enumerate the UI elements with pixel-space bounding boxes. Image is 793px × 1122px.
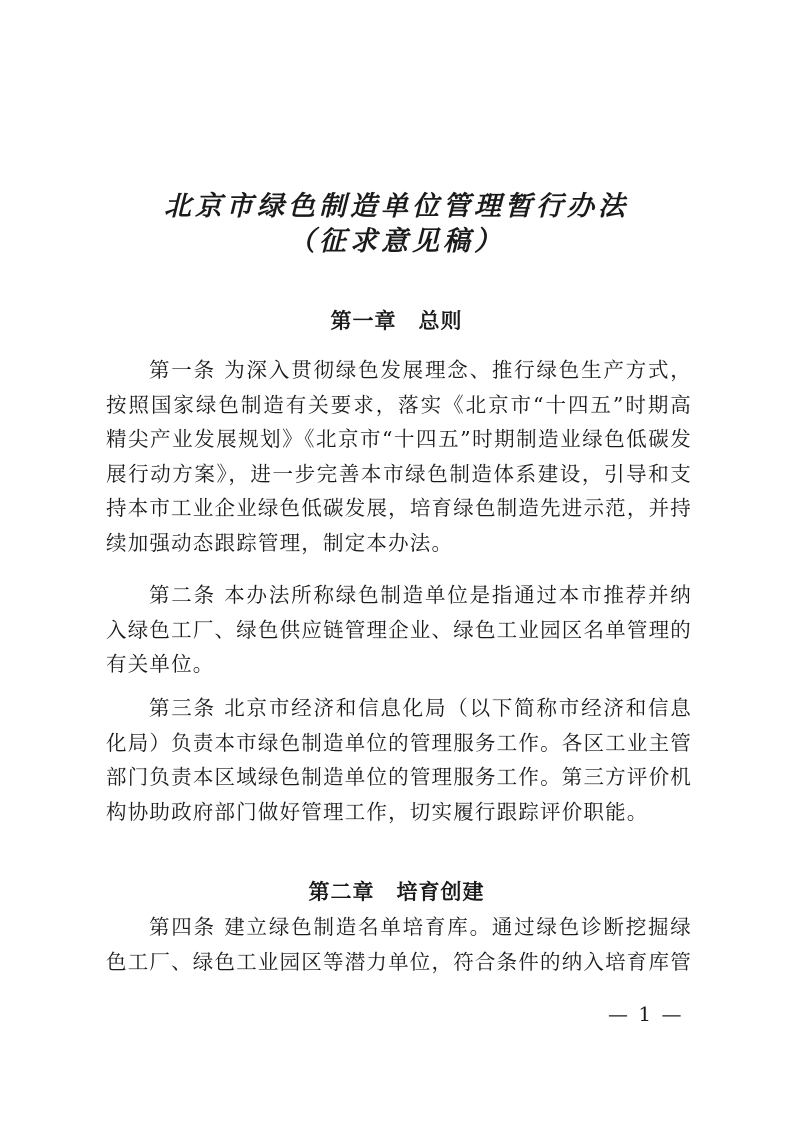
article-label: 第三条 xyxy=(149,696,216,720)
document-title: 北京市绿色制造单位管理暂行办法 xyxy=(164,191,629,222)
article-text: 本办法所称绿色制造单位是指通过本市推荐并纳入绿色工厂、绿色供应链管理企业、绿色工业园区名单管理的有关单位。 xyxy=(106,583,693,677)
chapter-name: 总则 xyxy=(418,309,463,333)
document-subtitle: （征求意见稿） xyxy=(288,226,505,257)
article-2 xyxy=(106,578,692,682)
page-number: — 1 — xyxy=(608,1002,684,1026)
article-label: 第四条 xyxy=(149,915,216,939)
chapter-number: 第二章 xyxy=(308,880,375,904)
article-text: 北京市经济和信息化局（以下简称市经济和信息化局）负责本市绿色制造单位的管理服务工作。各区工业主管部门负责本区域绿色制造单位的管理服务工作。第三方评价机构协助政府部门做好管理工作，切实履行跟踪评价职能。 xyxy=(106,696,693,824)
article-label: 第一条 xyxy=(149,358,216,382)
chapter-name: 培育创建 xyxy=(396,880,485,904)
article-3 xyxy=(106,691,692,829)
article-text: 为深入贯彻绿色发展理念、推行绿色生产方式，按照国家绿色制造有关要求，落实《北京市“十四五”时期高精尖产业发展规划》《北京市“十四五”时期制造业绿色低碳发展行动方案》，进一步完善本市绿色制造体系建设，引导和支持本市工业企业绿色低碳发展，培育绿色制造先进示范，并持续加强动态跟踪管理，制定本办法。 xyxy=(106,358,693,555)
article-text: 建立绿色制造名单培育库。通过绿色诊断挖掘绿色工厂、绿色工业园区等潜力单位，符合条件的纳入培育库管 xyxy=(106,915,693,974)
chapter-number: 第一章 xyxy=(330,309,397,333)
article-label: 第二条 xyxy=(149,583,216,607)
article-1 xyxy=(106,353,692,561)
chapter-heading-2 xyxy=(0,876,793,906)
chapter-heading-1 xyxy=(0,305,793,335)
article-4 xyxy=(106,910,692,979)
